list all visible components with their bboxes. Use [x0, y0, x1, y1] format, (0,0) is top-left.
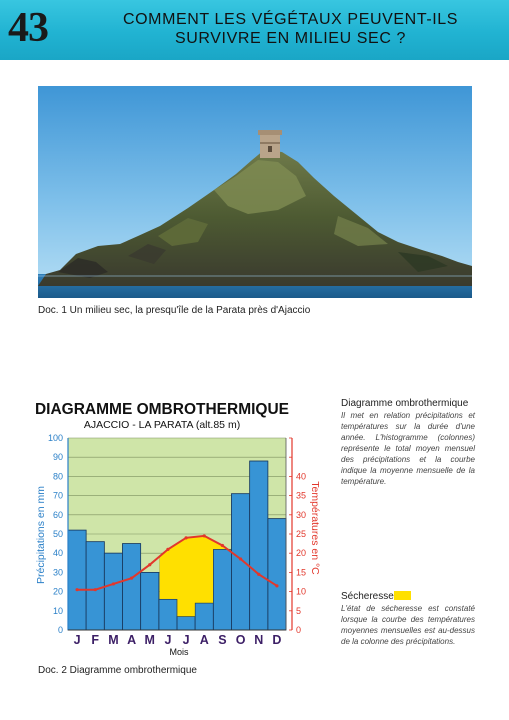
month-label: J [73, 633, 81, 647]
temperature-point-3 [130, 577, 133, 580]
temperature-point-1 [94, 588, 97, 591]
temperature-point-4 [148, 563, 151, 566]
x-axis-label: Mois [169, 647, 189, 657]
bar-7 [195, 603, 213, 630]
month-label: F [91, 633, 100, 647]
bar-3 [123, 544, 141, 630]
island-photo-drawing [38, 86, 472, 298]
temperature-point-2 [112, 582, 115, 585]
bar-6 [177, 617, 195, 630]
island-photo [38, 86, 472, 298]
drought-heading: Sécheresse [341, 591, 394, 602]
y-tick-label: 50 [52, 529, 63, 539]
y2-tick-label: 35 [296, 490, 307, 501]
y-tick-label: 70 [52, 490, 63, 501]
diagram-explanation: Il met en relation précipitations et températures sur la durée d'une année. L'histogramme (colonnes) représente le total moyen mensuel des précipitations et la courbe indique la moyenne mensuelle de la température. [341, 411, 475, 486]
bar-9 [232, 494, 250, 630]
ombrothermic-chart [30, 390, 335, 660]
y-tick-label: 30 [52, 567, 63, 578]
bar-10 [250, 461, 268, 630]
page-title: COMMENT LES VÉGÉTAUX PEUVENT-ILS SURVIVRE EN MILIEU SEC ? [122, 11, 459, 47]
month-label: S [218, 633, 227, 647]
month-label: D [272, 633, 282, 647]
y2-tick-label: 20 [296, 548, 307, 559]
y2-tick-label: 0 [296, 625, 302, 635]
chart-subtitle: AJACCIO - LA PARATA (alt.85 m) [83, 419, 241, 431]
y2-tick-label: 10 [296, 586, 307, 597]
month-label: M [144, 633, 155, 647]
y2-tick-label: 5 [296, 605, 302, 616]
month-label: A [127, 633, 137, 647]
bar-5 [159, 599, 177, 630]
bar-1 [86, 542, 104, 630]
page-number: 43 [8, 5, 48, 51]
temperature-point-5 [166, 548, 169, 551]
bar-4 [141, 572, 159, 630]
y-tick-label: 40 [52, 548, 63, 559]
photo-caption: Doc. 1 Un milieu sec, la presqu'île de la Parata près d'Ajaccio [38, 305, 311, 316]
temperature-point-10 [257, 573, 260, 576]
temperature-point-6 [184, 536, 187, 539]
y2-axis-label: Températures en °C [309, 481, 321, 575]
temperature-point-0 [75, 588, 78, 591]
y2-tick-label: 30 [296, 509, 307, 520]
temperature-point-8 [221, 544, 224, 547]
header-banner [0, 0, 509, 60]
y-tick-label: 80 [52, 471, 63, 482]
month-label: J [164, 633, 172, 647]
bar-0 [68, 530, 86, 630]
bar-11 [268, 519, 286, 630]
drought-explanation: L'état de sécheresse est constaté lorsque la courbe des températures moyennes mensuelles est au-dessus de la colonne des précipitations. [341, 604, 475, 646]
y-tick-label: 10 [52, 605, 63, 616]
y2-tick-label: 15 [296, 567, 307, 578]
y2-tick-label: 25 [296, 529, 307, 539]
diagram-heading: Diagramme ombrothermique [341, 398, 469, 409]
y-tick-label: 90 [52, 452, 63, 463]
month-label: J [182, 633, 190, 647]
month-label: A [199, 633, 209, 647]
chart-title: DIAGRAMME OMBROTHERMIQUE [34, 401, 290, 418]
y-tick-label: 60 [52, 509, 63, 520]
month-label: M [108, 633, 119, 647]
temperature-point-9 [239, 557, 242, 560]
y2-tick-label: 40 [296, 471, 307, 482]
y-tick-label: 20 [52, 586, 63, 597]
temperature-point-7 [203, 534, 206, 537]
chart-caption: Doc. 2 Diagramme ombrothermique [38, 665, 197, 676]
drought-legend-swatch [394, 591, 411, 600]
temperature-point-11 [275, 584, 278, 587]
month-label: O [235, 633, 246, 647]
y-axis-label: Précipitations en mm [35, 485, 47, 585]
y-tick-label: 100 [47, 433, 63, 443]
y-tick-label: 0 [57, 625, 63, 635]
bar-2 [104, 553, 122, 630]
bar-8 [213, 549, 231, 630]
month-label: N [254, 633, 264, 647]
